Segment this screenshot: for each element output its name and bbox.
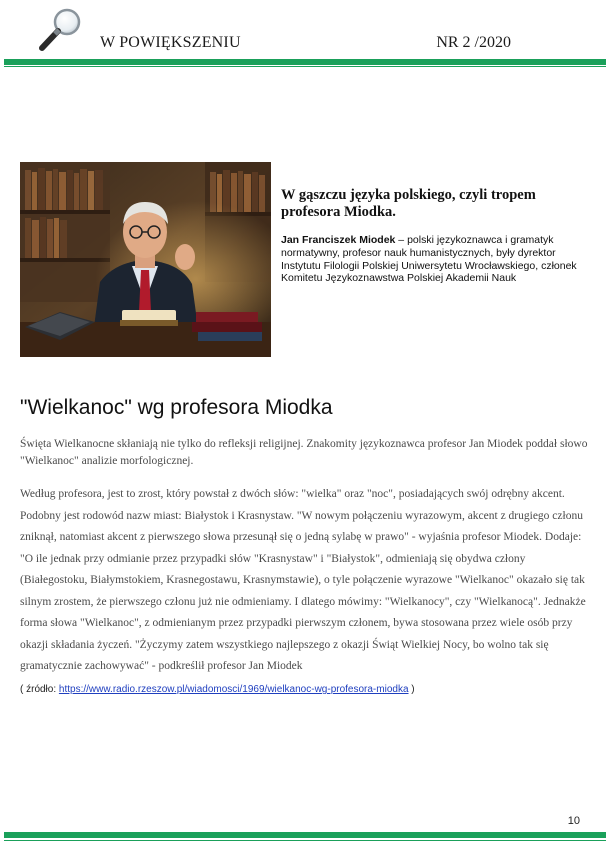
footer-divider — [4, 832, 606, 838]
feature-bio — [281, 234, 581, 285]
article-title: "Wielkanoc" wg profesora Miodka — [20, 396, 333, 419]
issue-number: NR 2 /2020 — [436, 34, 511, 51]
header-divider — [4, 59, 606, 65]
bio-name: Jan Franciszek Miodek — [281, 234, 396, 246]
newsletter-title: W POWIĘKSZENIU — [100, 34, 241, 51]
magnifying-glass-icon — [38, 6, 84, 52]
professor-photo — [20, 162, 271, 357]
professor-photo-illustration — [20, 162, 271, 357]
footer-divider-thin — [4, 840, 606, 841]
article-paragraph-2: Według profesora, jest to zrost, który powstał z dwóch słów: "wielka" oraz "noc", posiadających swój odrębny akcent. Podobny jest rodowód nazw miast: Białystok i Krasnystaw. "W nowym połączeniu wyrazowym, akcent z drugiego członu zniknął, natomiast akcent z pierwszego słowa przesunął się o jedną sylabę w prawo" - wyjaśnia profesor Miodek. Dodaje: "O ile jednak przy odmianie przez przypadki słów "Krasnystaw" i "Białystok", odmieniają się obydwa człony (Białegostoku, Białymstokiem, Krasnegostawu, Krasnymstawie), o tyle połączenie wyrazowe "Wielkanoc" okazało się tak silnym zrostem, że pierwszego członu już nie odmieniamy. I dlatego mówimy: "Wielkanocy", czy "Wielkanocą". Jednakże forma słowa "Wielkanoc", z odmienianym przez przypadki pierwszym członem, bywa stosowana przez wiele osób przy okazji składania życzeń. "Życzymy zatem wszystkiego najlepszego z okazji Świąt Wielkiej Nocy, bo wolno tak się gramatycznie zachowywać" - podkreślił profesor Jan Miodek — [20, 488, 586, 672]
page-header — [0, 0, 613, 70]
source-prefix: ( źródło: — [20, 684, 59, 695]
source-link[interactable]: https://www.radio.rzeszow.pl/wiadomosci/1969/wielkanoc-wg-profesora-miodka — [58, 684, 409, 695]
header-divider-thin — [4, 66, 606, 67]
page-number: 10 — [567, 815, 580, 827]
bio-text: – polski językoznawca i gramatyk normatywny, profesor nauk humanistycznych, były dyrektor Instytutu Filologii Polskiej Uniwersytetu Wrocławskiego, członek Komitetu Językoznawstwa Polskiej Akademii Nauk — [281, 234, 577, 285]
feature-title: W gąszczu języka polskiego, czyli tropem profesora Miodka. — [281, 187, 536, 220]
source-line — [20, 684, 415, 695]
article-paragraph-1: Święta Wielkanocne skłaniają nie tylko do refleksji religijnej. Znakomity językoznawca profesor Jan Miodek poddał słowo "Wielkanoc" analizie morfologicznej. — [20, 438, 588, 467]
source-suffix: ) — [408, 684, 415, 695]
